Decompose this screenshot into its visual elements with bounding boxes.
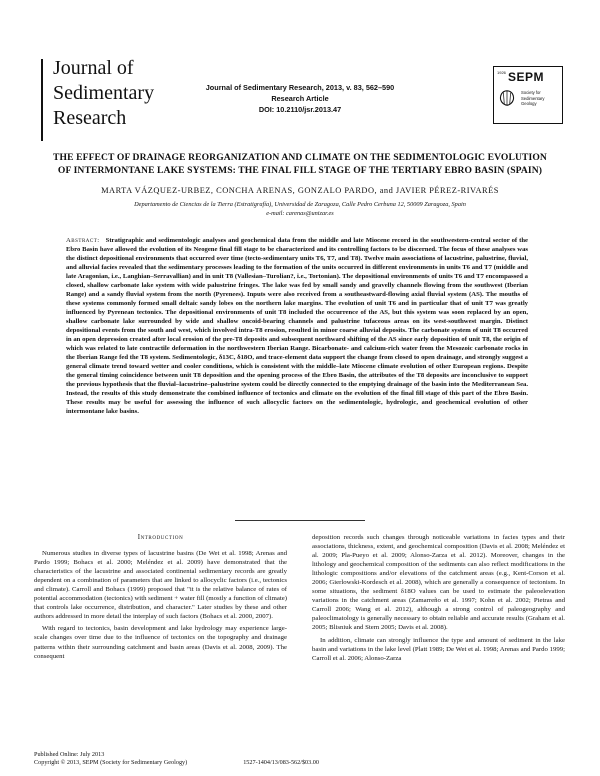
journal-name-line-2: Sedimentary <box>53 82 155 104</box>
body-paragraph: In addition, climate can strongly influence the type and amount of sediment in the lake basin and variations in the lake level (Platt 1989; De Wet et al. 1998; Arenas and Pardo 1999; Carroll et al. 2006; Alonso-Zarza <box>312 636 565 662</box>
abstract-text: Stratigraphic and sedimentologic analyses and geochemical data from the middle and late Miocene record in the southwestern-central sector of the Ebro Basin have allowed the evolution of its Neogene final fill stage to be characterized and its controlling factors to be discerned. The focus of these analyses was the distinct depositional environments that occurred over time (tecto-sedimentary units T6, T7, and T8). Twelve main associations of lacustrine, palustrine, fluvial, and alluvial facies revealed that the sedimentary processes leading to the formation of the units occurred in different environments in units T6 and T7 (middle and late Aragonian, i.e., Langhian–Serravallian) and in unit T8 (Vallesian–Turolian?, i.e., Tortonian). The depositional environments of units T6 and T7 encompassed a closed, shallow carbonate lake system with wide palustrine fringes. The lake was fed by small sandy and gravelly channels flowing from the southwest (Iberian Range) and a sandy fluvial system from the north (Pyrenees). Inputs were also received from a southeastward-flowing axial fluvial system (AS). The mouths of these systems commonly formed small deltaic sandy lobes on the northern lake margins. The evolution of unit T6 and in particular that of unit T7 was greatly influenced by Pyrenean tectonics. The depositional environments of unit T8 included the occurrence of the AS, but this system was soon replaced by an open, shallow carbonate lake surrounded by wide and shallow oncoid-bearing channels and palustrine tufaceous areas on its west-southwest margin. Distinct depositional events from the south and west, which involved intra-T8 erosion, resulted in minor coarse alluvial deposits. The carbonate system of unit T8 occurred in an open depression created after local erosion of the pre-T8 deposits and subsequent northward shifting of the AS since early deposition of unit T8, the origin of which was related to late contractile deformation in the northwestern Iberian Range. Bicarbonate- and calcium-rich water from the Mesozoic carbonate rocks in the Iberian Range fed the T8 system. Sedimentologic, δ13C, δ18O, and trace-element data support the change from closed to open drainage, and strongly suggest a general climate trend toward wetter and cooler conditions, which is consistent with the middle–late Miocene climate evolution of other European regions. Despite the general timing coincidence between unit T8 deposition and the opening process of the Ebro Basin, the attributes of the T8 deposits are inconclusive to support the previous hypothesis that the fluvial–lacustrine–palustrine system could be directly connected to the emptying drainage of the basin into the Mediterranean Sea. Instead, the results of this study demonstrate the combined influence of tectonics and climate on the evolution of the final fill stage of this part of the Ebro Basin. These results may be useful for assessing the influence of such allocyclic factors on the sedimentologic, hydrologic, and geochemical evolution of other intermontane lake basins. <box>66 237 528 416</box>
citation: Journal of Sedimentary Research, 2013, v. 83, 562–590 <box>205 83 395 92</box>
body-paragraph: deposition records such changes through noticeable variations in facies types and their associations, thickness, extent, and geochemical composition (Davis et al. 2008; Meléndez et al. 2009; Pla-Pueyo et al. 2009; Alonso-Zarza et al. 2012). Moreover, changes in the lithology and geochemical composition of the sediments can also reflect modifications in the lithologic compositions and/or elevations of the catchment areas (e.g., Kent-Corson et al. 2006; Gierlowski-Kordesch et al. 2008), which are generally a consequence of tectonism. In some situations, the sediment δ18O values can be used to estimate the paleoelevation variations in the catchment areas (Zamarreño et al. 1997; Kohn et al. 2002; Pietras and Carroll 2006; Wang et al. 2012), although a strong control of paleogeography and paleoclimatology is generally necessary to obtain reliable and accurate results (Graham et al. 2005; Blisniuk and Stern 2005; Davis et al. 2008). <box>312 534 565 632</box>
body-column-right <box>312 533 565 663</box>
journal-name <box>53 56 154 131</box>
page-footer <box>34 751 574 767</box>
body-paragraph: Numerous studies in diverse types of lacustrine basins (De Wet et al. 1998; Arenas and Pardo 1999; Bohacs et al. 2000; Meléndez et al. 2009) have demonstrated that the characteristics of the lacustrine and associated continental sedimentary records are greatly dependent on a combination of parameters that are linked to allocyclic factors (i.e., tectonics and climate). Carroll and Bohacs (1999) proposed that "it is the relative balance of rates of potential accommodation (tectonics) with sediment + water fill (mostly a function of climate) that controls lake occurrence, distribution, and character." Later studies by these and other authors addressed in more detail the interplay of such factors (Bohacs et al. 2000, 2007). <box>34 550 287 621</box>
body-paragraph: With regard to tectonics, basin development and lake hydrology may experience large-scale changes over time due to the influence of tectonics on the topography and drainage patterns within their surrounding catchment and basin areas (Davis et al. 2008, 2009). The consequent <box>34 625 287 660</box>
affiliation-block <box>30 200 570 218</box>
section-divider <box>235 520 365 521</box>
journal-name-line-1: Journal of <box>53 57 134 79</box>
copyright-line <box>34 759 574 767</box>
journal-name-line-3: Research <box>53 107 127 129</box>
abstract-label: Abstract: <box>66 237 100 244</box>
sepm-subtitle: Society for Sedimentary Geology <box>521 90 545 106</box>
published-date: Published Online: July 2013 <box>34 751 105 758</box>
article-title <box>30 152 570 177</box>
shell-icon <box>498 89 516 107</box>
article-type: Research Article <box>271 94 329 103</box>
title-line-1: THE EFFECT OF DRAINAGE REORGANIZATION AND CLIMATE ON THE SEDIMENTOLOGIC EVOLUTION <box>53 152 547 163</box>
author-email[interactable]: e-mail: carenas@unizar.es <box>266 210 334 217</box>
affiliation: Departamento de Ciencias de la Tierra (Estratigrafía), Universidad de Zaragoza, Calle Pedro Cerbuna 12, 50009 Zaragoza, Spain <box>134 201 466 208</box>
logo-vertical-bar <box>41 59 43 141</box>
sepm-wordmark: SEPM <box>508 70 545 84</box>
section-heading-introduction: Introduction <box>137 534 184 541</box>
doi-link[interactable]: DOI: 10.2110/jsr.2013.47 <box>258 105 342 114</box>
author-list: MARTA VÁZQUEZ-URBEZ, CONCHA ARENAS, GONZALO PARDO, and JAVIER PÉREZ-RIVARÉS <box>101 186 499 195</box>
sepm-since-year: 1926 <box>497 70 506 75</box>
sepm-logo <box>493 66 563 124</box>
abstract <box>66 236 528 416</box>
header-meta <box>185 82 415 115</box>
journal-logo <box>41 56 161 142</box>
issn: 1527-1404/13/083-562/$03.00 <box>243 759 319 766</box>
body-column-left <box>34 533 287 661</box>
copyright: Copyright © 2013, SEPM (Society for Sedimentary Geology) <box>34 759 188 766</box>
title-line-2: OF INTERMONTANE LAKE SYSTEMS: THE FINAL FILL STAGE OF THE TERTIARY EBRO BASIN (SPAIN) <box>57 164 543 176</box>
